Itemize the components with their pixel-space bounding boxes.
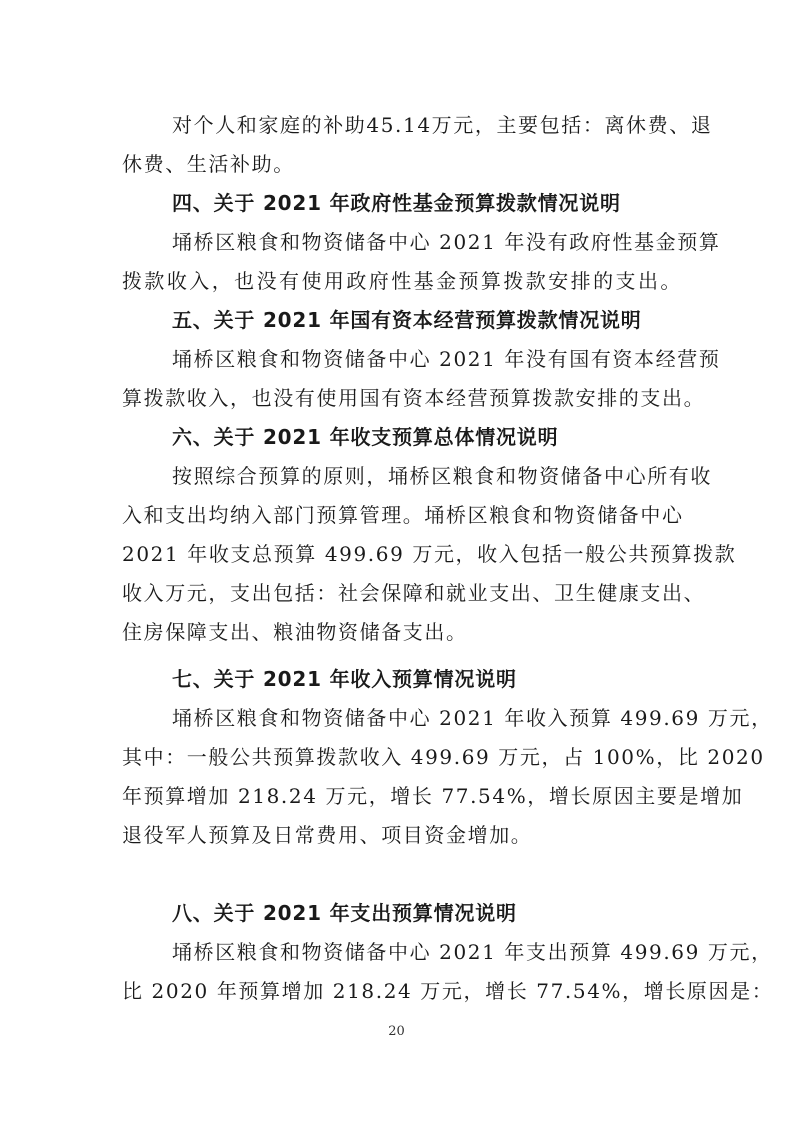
section-heading-7: 七、关于 2021 年收入预算情况说明 [172,667,517,691]
page-number: 20 [388,1024,405,1039]
paragraph-line: 埇桥区粮食和物资储备中心 2021 年没有国有资本经营预 [172,347,721,371]
paragraph-line: 比 2020 年预算增加 218.24 万元，增长 77.54%，增长原因是： [122,979,774,1003]
paragraph-line: 拨款收入，也没有使用政府性基金预算拨款安排的支出。 [122,269,682,293]
paragraph-line: 2021 年收支总预算 499.69 万元，收入包括一般公共预算拨款 [122,542,737,566]
paragraph-line: 休费、生活补助。 [122,152,295,176]
paragraph-line: 按照综合预算的原则，埇桥区粮食和物资储备中心所有收 [172,464,712,488]
paragraph-line: 埇桥区粮食和物资储备中心 2021 年收入预算 499.69 万元， [172,706,773,730]
section-heading-6: 六、关于 2021 年收支预算总体情况说明 [172,425,559,449]
paragraph-line: 年预算增加 218.24 万元，增长 77.54%，增长原因主要是增加 [122,784,744,808]
paragraph-line: 对个人和家庭的补助45.14万元，主要包括：离休费、退 [172,113,713,137]
paragraph-line: 入和支出均纳入部门预算管理。埇桥区粮食和物资储备中心 [122,503,684,527]
paragraph-line: 其中：一般公共预算拨款收入 499.69 万元，占 100%，比 2020 [122,745,765,769]
paragraph-line: 收入万元，支出包括：社会保障和就业支出、卫生健康支出、 [122,581,706,605]
paragraph-line: 住房保障支出、粮油物资储备支出。 [122,620,468,644]
section-heading-5: 五、关于 2021 年国有资本经营预算拨款情况说明 [172,308,642,332]
paragraph-line: 埇桥区粮食和物资储备中心 2021 年支出预算 499.69 万元， [172,940,773,964]
section-heading-8: 八、关于 2021 年支出预算情况说明 [172,901,517,925]
paragraph-line: 埇桥区粮食和物资储备中心 2021 年没有政府性基金预算 [172,230,721,254]
paragraph-line: 算拨款收入，也没有使用国有资本经营预算拨款安排的支出。 [122,386,706,410]
section-heading-4: 四、关于 2021 年政府性基金预算拨款情况说明 [172,191,621,215]
paragraph-line: 退役军人预算及日常费用、项目资金增加。 [122,823,533,847]
